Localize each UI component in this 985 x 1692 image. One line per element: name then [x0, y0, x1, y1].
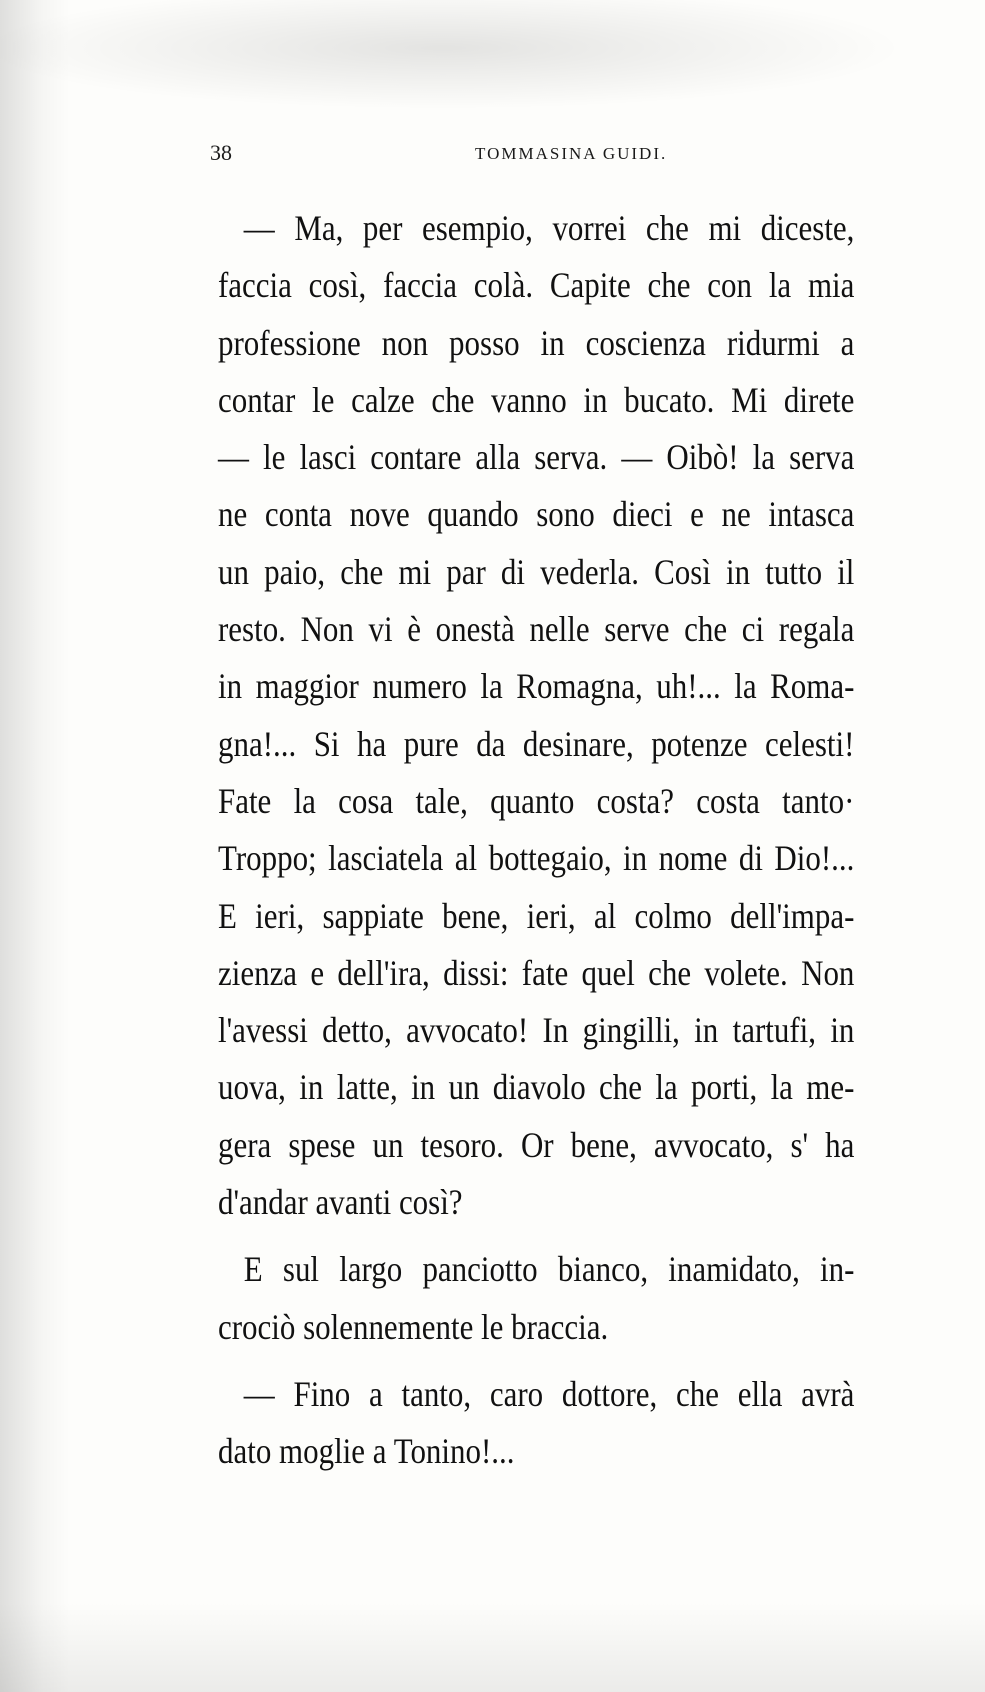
text-line: faccia così, faccia colà. Capite che con la mia: [218, 265, 855, 306]
scan-noise-left-edge: [0, 0, 70, 1692]
scan-noise-top: [0, 0, 985, 120]
text-line: professione non posso in coscienza ridurmi a: [218, 322, 855, 363]
text-line: crociò solennemente le braccia.: [218, 1306, 609, 1347]
text-line: — Fino a tanto, caro dottore, che ella avrà: [243, 1373, 855, 1414]
text-line: l'avessi detto, avvocato! In gingilli, in tartufi, in: [218, 1010, 855, 1051]
text-line: dato moglie a Tonino!...: [218, 1431, 515, 1472]
text-line: uova, in latte, in un diavolo che la porti, la me-: [218, 1067, 855, 1108]
text-line: resto. Non vi è onestà nelle serve che ci regala: [218, 609, 855, 650]
running-title: TOMMASINA GUIDI.: [475, 144, 668, 163]
text-line: gera spese un tesoro. Or bene, avvocato, s' ha: [218, 1124, 855, 1165]
text-line: un paio, che mi par di vederla. Così in tutto il: [218, 551, 855, 592]
text-line: d'andar avanti così?: [218, 1182, 463, 1223]
body-text: [218, 200, 854, 1481]
paragraph-gap: [218, 1231, 854, 1241]
running-header: [210, 140, 910, 170]
text-line: Fate la cosa tale, quanto costa? costa tanto·: [218, 780, 855, 821]
text-line: E ieri, sappiate bene, ieri, al colmo dell'impa-: [218, 895, 855, 936]
text-line: in maggior numero la Romagna, uh!... la Roma-: [218, 666, 855, 707]
text-line: ne conta nove quando sono dieci e ne intasca: [218, 494, 855, 535]
paragraph-gap: [218, 1356, 854, 1366]
page-number: 38: [210, 140, 232, 165]
text-line: contar le calze che vanno in bucato. Mi direte: [218, 379, 855, 420]
text-line: — Ma, per esempio, vorrei che mi diceste,: [243, 208, 855, 248]
scan-noise-bottom: [0, 1602, 985, 1692]
text-line: — le lasci contare alla serva. — Oibò! la serva: [218, 437, 855, 478]
text-line: gna!... Si ha pure da desinare, potenze celesti!: [218, 723, 855, 764]
text-line: Troppo; lasciatela al bottegaio, in nome di Dio!...: [218, 838, 855, 879]
text-line: E sul largo panciotto bianco, inamidato, in-: [243, 1249, 855, 1290]
text-line: zienza e dell'ira, dissi: fate quel che volete. Non: [218, 952, 855, 993]
